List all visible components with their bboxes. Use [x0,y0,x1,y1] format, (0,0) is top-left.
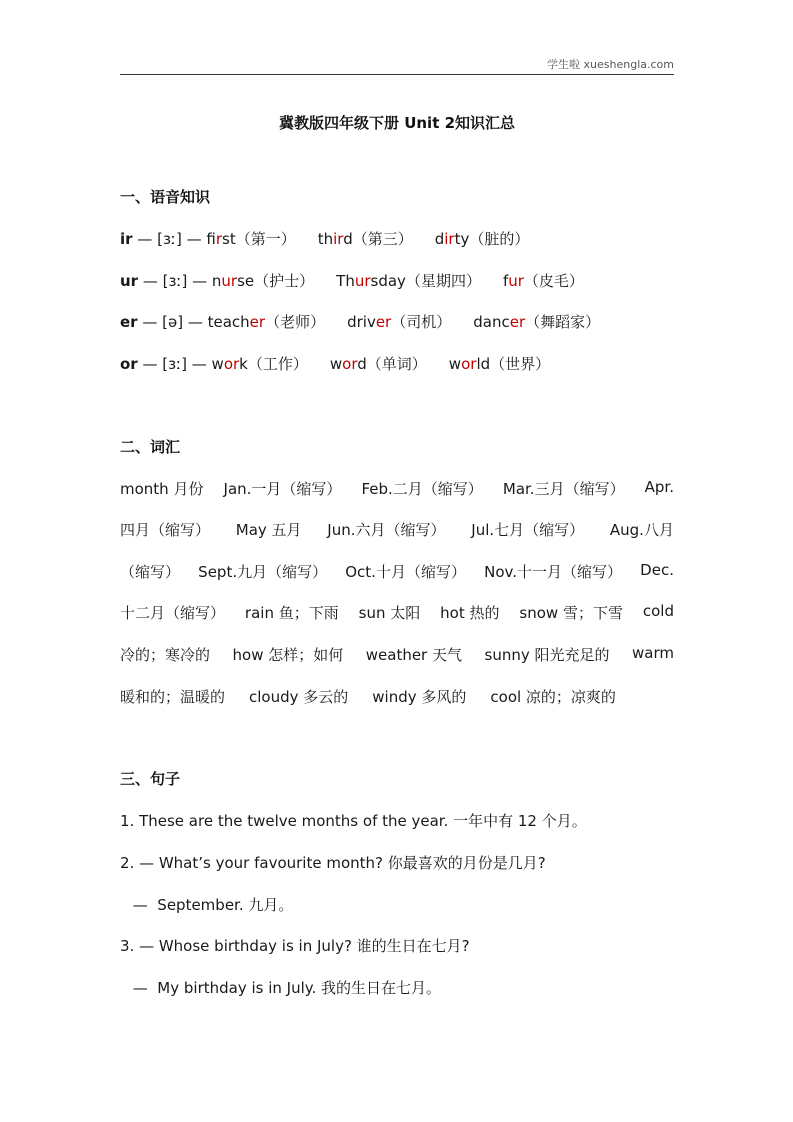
phonetic-symbol: [ɜː] [157,230,182,248]
phonetic-symbol: [ə] [162,313,184,331]
sentence-line: 2. — What’s your favourite month? 你最喜欢的月份是几月? [120,854,546,872]
vocab-line [120,644,674,665]
vocab-entry: Jan.一月（缩写） [223,480,342,498]
example-word: first（第一） [206,230,296,248]
phonetic-symbol: [ɜː] [162,272,188,290]
page-header-site: 学生啦 xueshengla.com [547,58,674,71]
example-word: third（第三） [317,230,413,248]
vocab-entry: warm [631,644,674,662]
example-word: Thursday（星期四） [336,272,481,290]
vocab-entry: Dec. [640,561,674,579]
vocab-entry: Apr. [644,478,674,496]
vocab-line [120,519,674,540]
vocab-entry: 暖和的；温暖的 [120,688,226,706]
vocab-entry: 十二月（缩写） [120,604,226,622]
vocab-entry: cold [642,602,674,620]
vocab-line [120,686,674,707]
sentence-line: — September. 九月。 [128,896,294,914]
example-word: driver（司机） [347,313,452,331]
example-word: work（工作） [211,355,308,373]
vocab-entry: weather 天气 [365,646,462,664]
section-heading-phonics: 一、语音知识 [120,188,211,206]
vocab-entry: Nov.十一月（缩写） [484,563,623,581]
vocab-entry: hot 热的 [440,604,500,622]
vocab-entry: windy 多风的 [372,688,467,706]
example-word: world（世界） [448,355,551,373]
vocab-entry: Mar.三月（缩写） [502,480,625,498]
vocab-entry: May 五月 [235,521,302,539]
phonics-key: ir [120,230,133,248]
separator: — [186,355,212,373]
vocab-entry: Jun.六月（缩写） [327,521,446,539]
vocab-entry: rain 鱼；下雨 [244,604,339,622]
phonics-key: ur [120,272,139,290]
vocab-entry: Jul.七月（缩写） [471,521,585,539]
vocab-entry: Sept.九月（缩写） [198,563,328,581]
vocab-line [120,561,674,582]
vocab-line [120,602,674,623]
vocab-entry: 冷的；寒冷的 [120,646,211,664]
vocab-entry: Feb.二月（缩写） [361,480,483,498]
phonics-row [120,353,680,374]
sentence-line: — My birthday is in July. 我的生日在七月。 [128,979,442,997]
vocab-entry: sunny 阳光充足的 [484,646,610,664]
vocab-line [120,478,674,499]
section-heading-sentences: 三、句子 [120,770,181,788]
separator: — [181,230,207,248]
vocab-entry: cloudy 多云的 [249,688,349,706]
vocab-entry: 四月（缩写） [120,521,211,539]
vocab-entry: snow 雪；下雪 [519,604,623,622]
phonics-key: or [120,355,138,373]
phonics-row [120,311,680,332]
separator: — [183,313,208,331]
example-word: fur（皮毛） [502,272,584,290]
separator: — [187,272,212,290]
vocab-entry: cool 凉的；凉爽的 [490,688,616,706]
vocab-entry: （缩写） [120,563,181,581]
header-divider [120,74,674,75]
phonics-row [120,270,680,291]
vocab-entry: sun 太阳 [358,604,421,622]
separator: — [138,272,163,290]
vocab-entry: Oct.十月（缩写） [345,563,466,581]
separator: — [132,230,158,248]
phonics-row [120,228,680,249]
sentence-line: 3. — Whose birthday is in July? 谁的生日在七月? [120,937,470,955]
document-title: 冀教版四年级下册 Unit 2知识汇总 [278,114,516,132]
separator: — [137,313,163,331]
vocab-entry: Aug.八月 [609,521,674,539]
example-word: word（单词） [329,355,427,373]
example-word: dancer（舞蹈家） [473,313,601,331]
sentence-line: 1. These are the twelve months of the year. 一年中有 12 个月。 [120,812,587,830]
example-word: nurse（护士） [211,272,315,290]
example-word: teacher（老师） [207,313,326,331]
phonics-key: er [120,313,138,331]
separator: — [137,355,163,373]
phonetic-symbol: [ɜː] [162,355,187,373]
vocab-entry: how 怎样；如何 [232,646,344,664]
example-word: dirty（脏的） [434,230,530,248]
vocab-entry: month 月份 [120,480,204,498]
section-heading-vocabulary: 二、词汇 [120,438,181,456]
